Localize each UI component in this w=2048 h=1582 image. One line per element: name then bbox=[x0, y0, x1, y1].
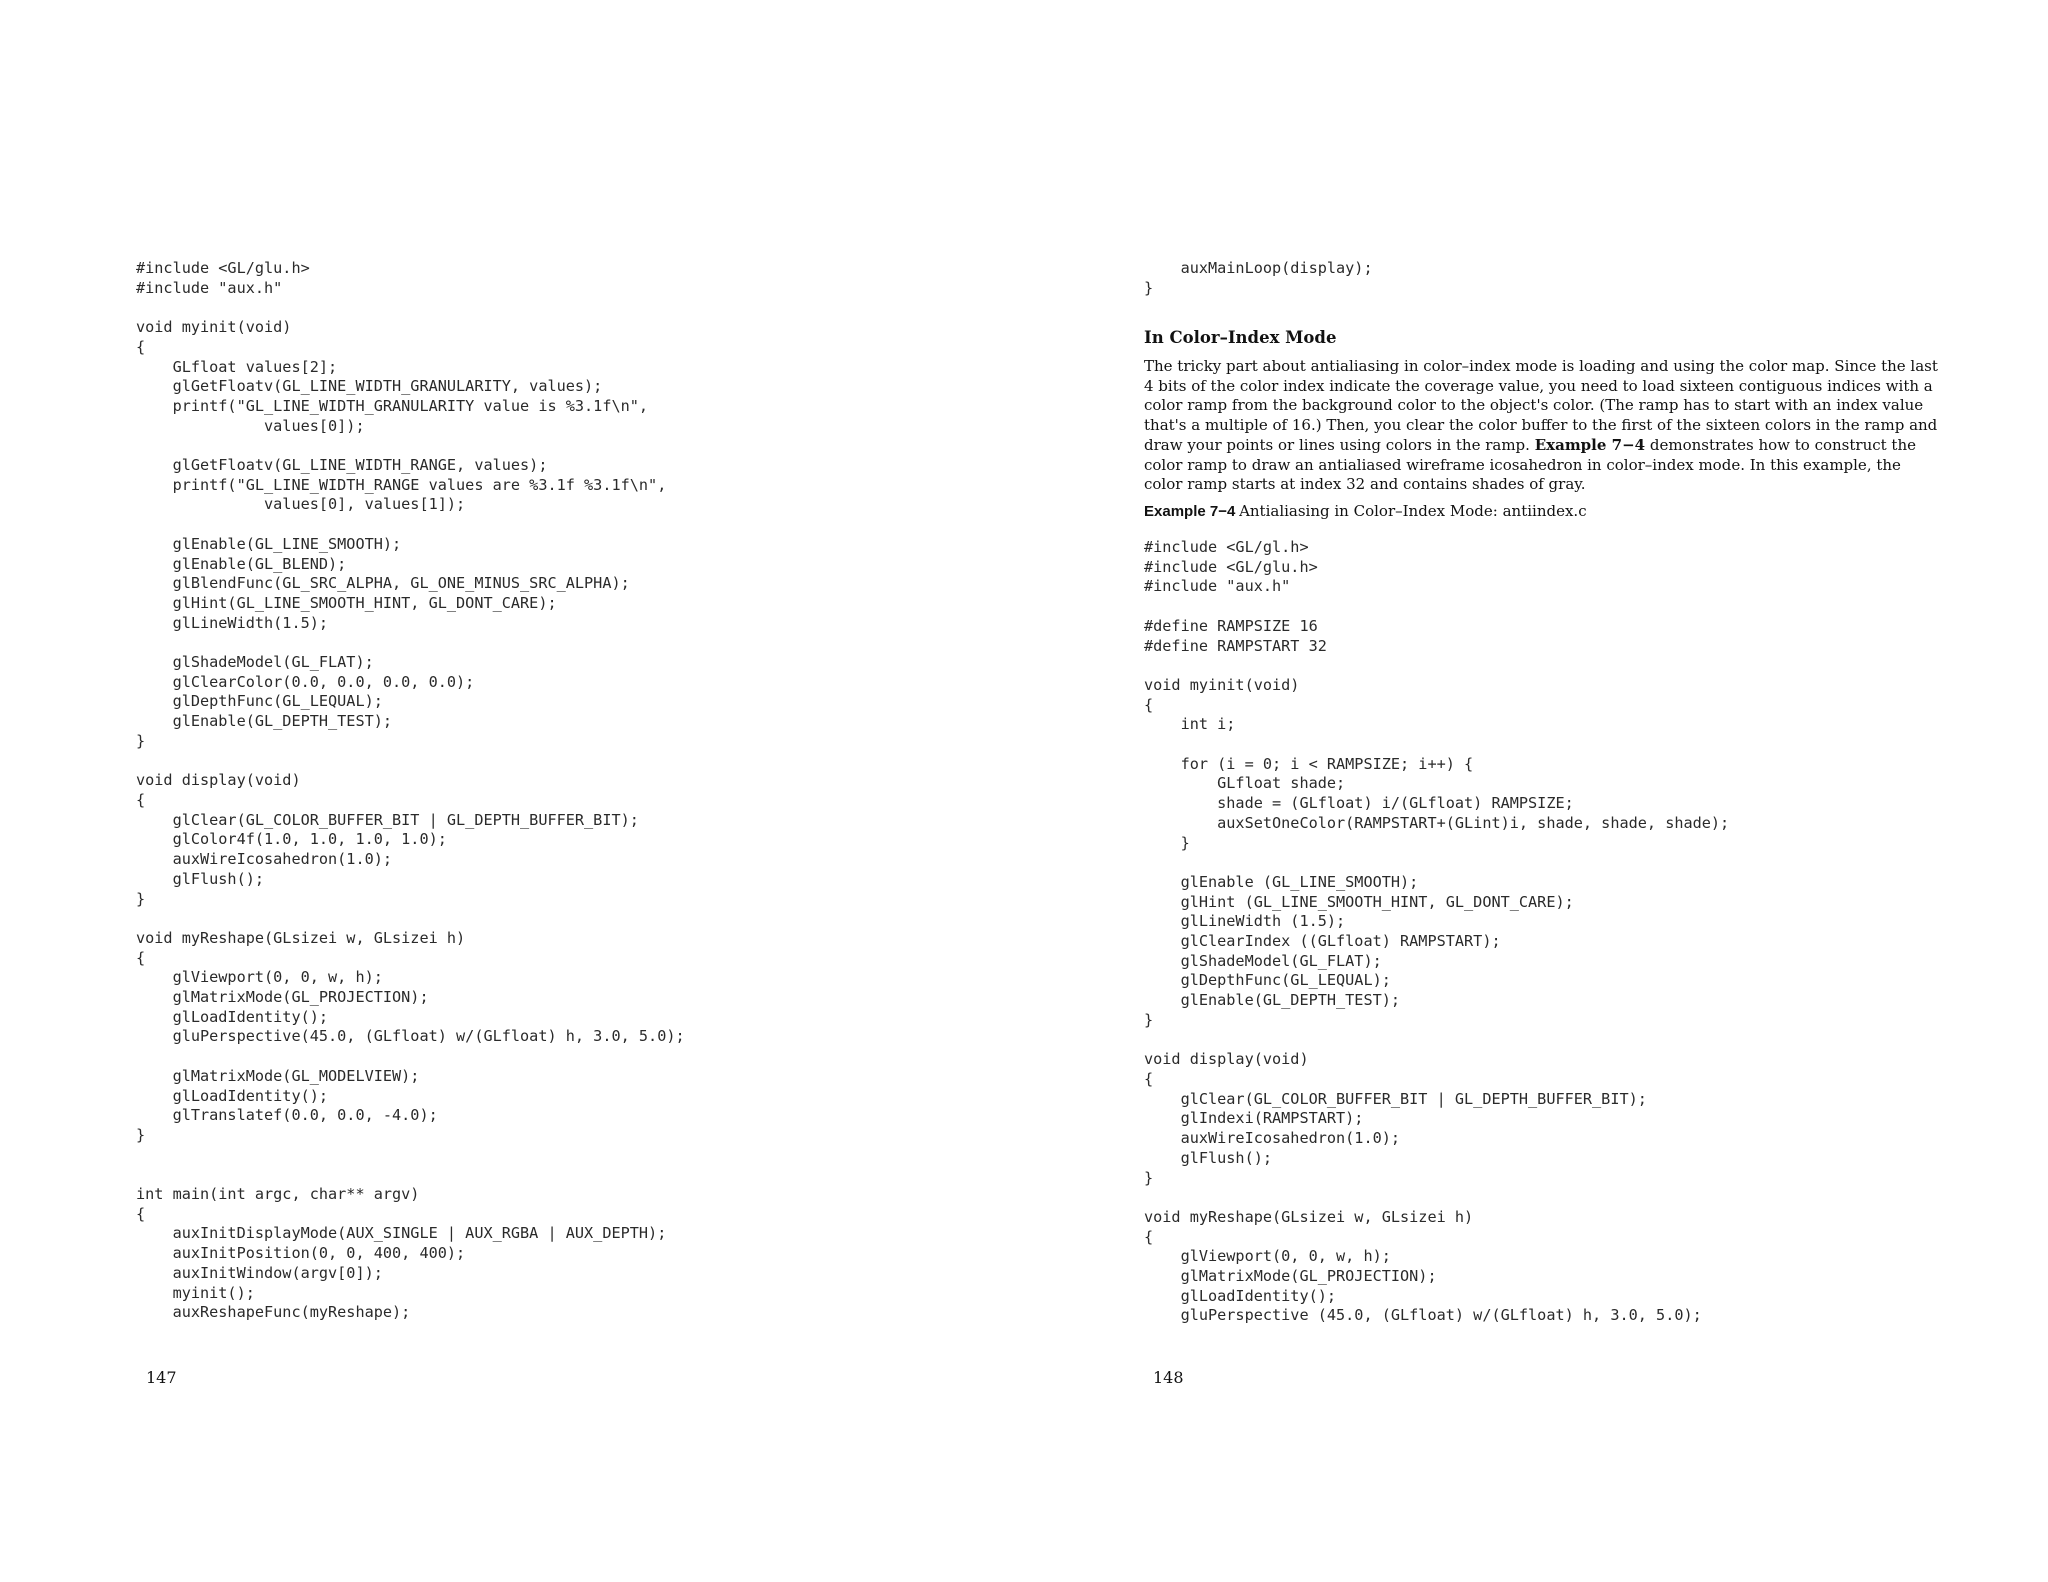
example-label: Example 7−4 bbox=[1144, 503, 1236, 520]
page-number-left: 147 bbox=[146, 1368, 177, 1387]
code-listing-continuation: auxMainLoop(display); } bbox=[1144, 259, 1373, 297]
section-title: In Color–Index Mode bbox=[1144, 328, 1337, 347]
paragraph-text-after: demonstrates how to construct the color ramp to draw an antialiased wireframe icosahedron in color–index mode. In this example, the color ramp starts at index 32 and contains shades of gray. bbox=[1144, 435, 1917, 494]
code-listing-left: #include <GL/glu.h> #include "aux.h" void myinit(void) { GLfloat values[2]; glGetFloatv(GL_LINE_WIDTH_GRANULARITY, values); printf("GL_LINE_WIDTH_GRANULARITY value is %3.1f\n", values[0]); glGetFloatv(GL_LINE_WIDTH_RANGE, values); printf("GL_LINE_WIDTH_RANGE values are %3.1f %3.1f\n", values[0], values[1]); glEnable(GL_LINE_SMOOTH); glEnable(GL_BLEND); glBlendFunc(GL_SRC_ALPHA, GL_ONE_MINUS_SRC_ALPHA); glHint(GL_LINE_SMOOTH_HINT, GL_DONT_CARE); glLineWidth(1.5); glShadeModel(GL_FLAT); glClearColor(0.0, 0.0, 0.0, 0.0); glDepthFunc(GL_LEQUAL); glEnable(GL_DEPTH_TEST); } void display(void) { glClear(GL_COLOR_BUFFER_BIT | GL_DEPTH_BUFFER_BIT); glColor4f(1.0, 1.0, 1.0, 1.0); auxWireIcosahedron(1.0); glFlush(); } void myReshape(GLsizei w, GLsizei h) { glViewport(0, 0, w, h); glMatrixMode(GL_PROJECTION); glLoadIdentity(); gluPerspective(45.0, (GLfloat) w/(GLfloat) h, 3.0, 5.0); glMatrixMode(GL_MODELVIEW); glLoadIdentity(); glTranslatef(0.0, 0.0, -4.0); } int main(int argc, char** argv) { auxInitDisplayMode(AUX_SINGLE | AUX_RGBA | AUX_DEPTH); auxInitPosition(0, 0, 400, 400); auxInitWindow(argv[0]); myinit(); auxReshapeFunc(myReshape); bbox=[136, 259, 685, 1322]
paragraph-text-before: The tricky part about antialiasing in color–index mode is loading and using the color map. Since the last 4 bits of the color index indicate the coverage value, you need to load sixteen contiguous indices with a color ramp from the background color to the object's color. (The ramp has to start with an index value that's a multiple of 16.) Then, you clear the color buffer to the first of the sixteen colors in the ramp and draw your points or lines using colors in the ramp. bbox=[1144, 357, 1938, 454]
page-number-right: 148 bbox=[1153, 1368, 1184, 1387]
body-paragraph bbox=[1144, 357, 1944, 495]
example-caption bbox=[1144, 501, 1587, 522]
right-page bbox=[1024, 0, 2048, 1582]
code-listing-right: #include <GL/gl.h> #include <GL/glu.h> #include "aux.h" #define RAMPSIZE 16 #define RAMPSTART 32 void myinit(void) { int i; for (i = 0; i < RAMPSIZE; i++) { GLfloat shade; shade = (GLfloat) i/(GLfloat) RAMPSIZE; auxSetOneColor(RAMPSTART+(GLint)i, shade, shade, shade); } glEnable (GL_LINE_SMOOTH); glHint (GL_LINE_SMOOTH_HINT, GL_DONT_CARE); glLineWidth (1.5); glClearIndex ((GLfloat) RAMPSTART); glShadeModel(GL_FLAT); glDepthFunc(GL_LEQUAL); glEnable(GL_DEPTH_TEST); } void display(void) { glClear(GL_COLOR_BUFFER_BIT | GL_DEPTH_BUFFER_BIT); glIndexi(RAMPSTART); auxWireIcosahedron(1.0); glFlush(); } void myReshape(GLsizei w, GLsizei h) { glViewport(0, 0, w, h); glMatrixMode(GL_PROJECTION); glLoadIdentity(); gluPerspective (45.0, (GLfloat) w/(GLfloat) h, 3.0, 5.0); bbox=[1144, 538, 1730, 1325]
example-reference: Example 7−4 bbox=[1534, 435, 1646, 454]
example-caption-text: Antialiasing in Color–Index Mode: antiindex.c bbox=[1239, 502, 1587, 520]
